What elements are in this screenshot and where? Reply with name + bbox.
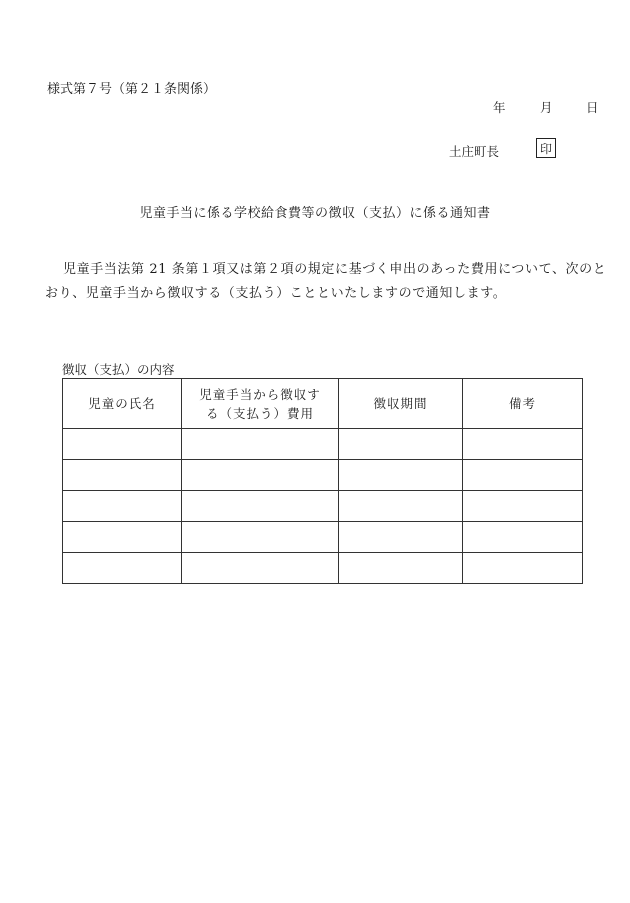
table-caption: 徴収（支払）の内容 (62, 362, 175, 377)
header-child-name: 児童の氏名 (63, 379, 182, 429)
cell-expense[interactable] (182, 429, 339, 460)
cell-period[interactable] (339, 553, 463, 584)
date-year-label: 年 (493, 100, 506, 115)
cell-remarks[interactable] (463, 553, 583, 584)
cell-period[interactable] (339, 491, 463, 522)
cell-period[interactable] (339, 429, 463, 460)
notice-body: 児童手当法第 21 条第１項又は第２項の規定に基づく申出のあった費用について、次のとおり、児童手当から徴収する（支払う）ことといたしますので通知します。 (45, 262, 607, 301)
header-remarks: 備考 (463, 379, 583, 429)
cell-child-name[interactable] (63, 429, 182, 460)
table-row (63, 553, 583, 584)
cell-child-name[interactable] (63, 460, 182, 491)
date-day-label: 日 (586, 100, 599, 115)
cell-period[interactable] (339, 460, 463, 491)
form-number: 様式第７号（第２１条関係） (47, 82, 217, 97)
cell-child-name[interactable] (63, 522, 182, 553)
table-row (63, 522, 583, 553)
document-title: 児童手当に係る学校給食費等の徴収（支払）に係る通知書 (139, 206, 491, 221)
table-row (63, 460, 583, 491)
cell-child-name[interactable] (63, 491, 182, 522)
cell-expense[interactable] (182, 553, 339, 584)
cell-period[interactable] (339, 522, 463, 553)
cell-expense[interactable] (182, 522, 339, 553)
table-header-row (63, 379, 583, 429)
table-row (63, 429, 583, 460)
collection-table (62, 378, 583, 584)
seal-stamp: 印 (536, 138, 556, 158)
cell-expense[interactable] (182, 491, 339, 522)
cell-remarks[interactable] (463, 429, 583, 460)
mayor-title: 土庄町長 (449, 144, 500, 159)
table-row (63, 491, 583, 522)
cell-remarks[interactable] (463, 491, 583, 522)
cell-child-name[interactable] (63, 553, 182, 584)
date-month-label: 月 (540, 100, 553, 115)
cell-expense[interactable] (182, 460, 339, 491)
header-period: 徴収期間 (339, 379, 463, 429)
header-expense-label: 児童手当から徴収する（支払う）費用 (199, 386, 321, 421)
cell-remarks[interactable] (463, 460, 583, 491)
cell-remarks[interactable] (463, 522, 583, 553)
header-expense (182, 379, 339, 429)
